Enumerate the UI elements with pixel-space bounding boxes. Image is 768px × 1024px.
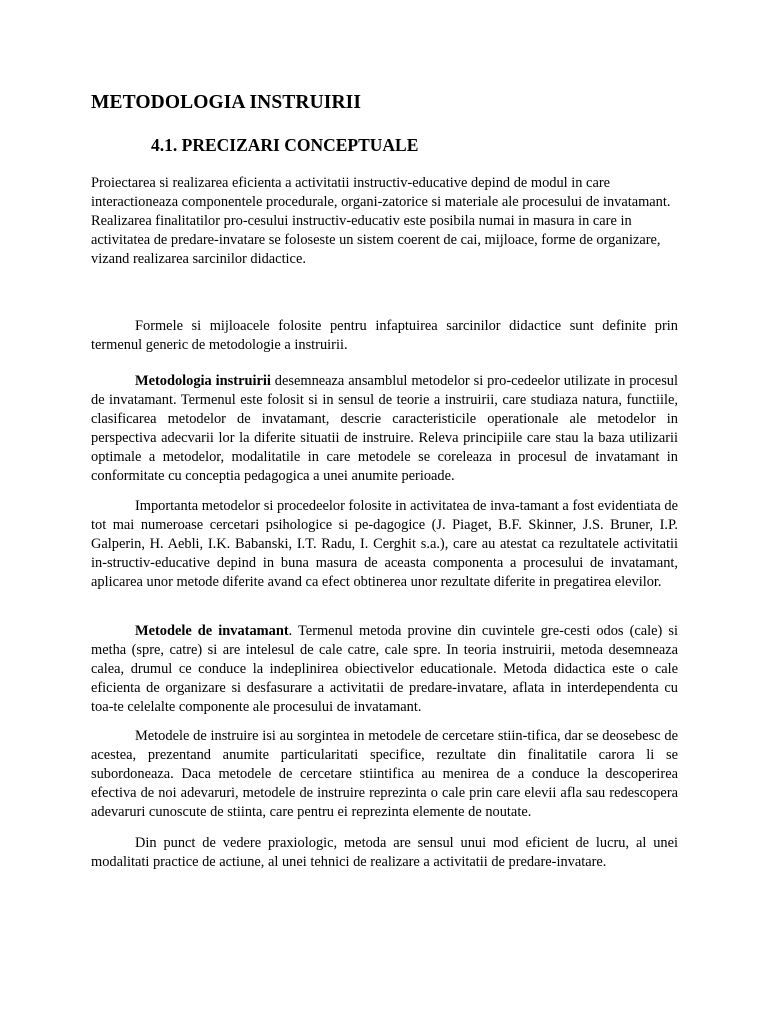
term-metodologia-instruirii: Metodologia instruirii: [135, 373, 271, 389]
paragraph-research-methods: Metodele de instruire isi au sorgintea in metodele de cercetare stiin-tifica, dar se deosebesc de acestea, prezentand anumite particularitati specifice, rezultate din finalitatile carora li se subordoneaza. Daca metodele de cercetare stiintifica au menirea de a conduce la descoperirea efectiva de noi adevaruri, metodele de instruire reprezinta o cale prin care elevii afla sau redescopera adevaruri cunoscute de stiinta, care pentru ei reprezinta elemente de noutate.: [91, 728, 678, 820]
section-heading: 4.1. PRECIZARI CONCEPTUALE: [151, 135, 419, 155]
paragraph-teaching-methods-text: . Termenul metoda provine din cuvintele gre-cesti odos (cale) si metha (spre, catre) si are intelesul de cale catre, cale spre. In teoria instruirii, metoda desemneaza calea, drumul ce conduce la indeplinirea obiectivelor educationale. Metoda didactica este o cale eficienta de organizare si desfasurare a activitatii de predare-invatare, aflata in interdependenta cu toa-te celelalte componente ale procesului de invatamant.: [91, 623, 678, 715]
document-title: METODOLOGIA INSTRUIRII: [91, 92, 362, 113]
paragraph-importance: Importanta metodelor si procedeelor folosite in activitatea de inva-tamant a fost evidentiata de tot mai numeroase cercetari psihologice si pe-dagogice (J. Piaget, B.F. Skinner, J.S. Bruner, I.P. Galperin, H. Aebli, I.K. Babanski, I.T. Radu, I. Cerghit s.a.), care au atestat ca rezultatele activitatii in-structiv-educative depind in buna masura de aceasta componenta a procesului de invatamant, aplicarea unor metode diferite avand ca efect obtinerea unor rezultate diferite in pregatirea elevilor.: [91, 498, 678, 590]
paragraph-forms-means: Formele si mijloacele folosite pentru infaptuirea sarcinilor didactice sunt definite prin termenul generic de metodologie a instruirii.: [91, 318, 678, 353]
paragraph-teaching-methods: [91, 622, 678, 717]
paragraph-methodology: [91, 372, 678, 486]
term-metodele-de-invatamant: Metodele de invatamant: [135, 623, 289, 639]
paragraph-praxiological: Din punct de vedere praxiologic, metoda are sensul unui mod eficient de lucru, al unei modalitati practice de actiune, al unei tehnici de realizare a activitatii de predare-invatare.: [91, 835, 678, 870]
intro-paragraph: Proiectarea si realizarea eficienta a activitatii instructiv-educative depind de modul in care interactioneaza componentele procedurale, organi-zatorice si materiale ale procesului de invatamant. Realizarea finalitatilor pro-cesului instructiv-educativ este posibila numai in masura in care in activitatea de predare-invatare se foloseste un sistem coerent de cai, mijloace, forme de organizare, vizand realizarea sarcinilor didactice.: [91, 175, 671, 267]
paragraph-methodology-text: desemneaza ansamblul metodelor si pro-cedeelor utilizate in procesul de invatamant. Termenul este folosit si in sensul de teorie a instruirii, care studiaza natura, functiile, clasificarea metodelor de invatamant, descrie caracteristicile operationale ale metodelor in perspectiva adecvarii lor la diferite situatii de instruire. Releva principiile care stau la baza utilizarii optimale a metodelor, modalitatile in care metodele se coreleaza in procesul de invatamant in conformitate cu conceptia pedagogica a unei anumite perioade.: [91, 373, 678, 484]
